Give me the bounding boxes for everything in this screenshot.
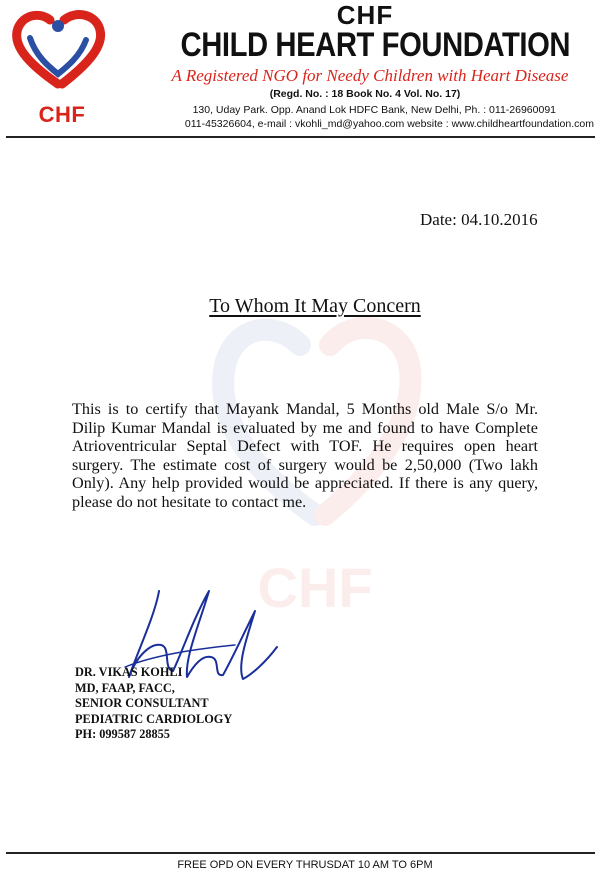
watermark-text: CHF	[257, 556, 373, 619]
signatory-phone: PH: 099587 28855	[75, 727, 170, 742]
signatory-block	[75, 665, 335, 743]
org-tagline: A Registered NGO for Needy Children with Heart Disease	[171, 66, 569, 85]
signatory-name: DR. VIKAS KOHLI	[75, 665, 183, 679]
header-divider	[6, 136, 595, 138]
org-registration: (Regd. No. : 18 Book No. 4 Vol. No. 17)	[269, 88, 461, 100]
org-address-line-2: 011-45326604, e-mail : vkohli_md@yahoo.com website : www.childheartfoundation.com	[184, 118, 594, 130]
signatory-position: SENIOR CONSULTANT	[75, 696, 209, 711]
signatory-department: PEDIATRIC CARDIOLOGY	[75, 711, 233, 726]
chf-logo	[6, 4, 110, 134]
heart-logo-icon	[6, 4, 110, 104]
footer-divider	[6, 852, 595, 854]
footer-note: FREE OPD ON EVERY THRUSDAT 10 AM TO 6PM	[177, 859, 433, 871]
letter-body: This is to certify that Mayank Mandal, 5 Months old Male S/o Mr. Dilip Kumar Mandal is evaluated by me and found to have Complete Atrioventricular Septal Defect with TOF. He requires open heart surgery. The estimate cost of surgery would be 2,50,000 (Two lakh Only). Any help provided would be appreciated. If there is any query, please do not hesitate to contact me.	[72, 400, 538, 511]
org-abbreviation: CHF	[336, 0, 394, 30]
org-name: CHILD HEART FOUNDATION	[180, 26, 571, 64]
signatory-qualifications: MD, FAAP, FACC,	[75, 680, 175, 695]
logo-text: CHF	[38, 102, 86, 127]
letter-heading: To Whom It May Concern	[209, 295, 421, 317]
org-address-line-1: 130, Uday Park. Opp. Anand Lok HDFC Bank, New Delhi, Ph. : 011-26960091	[192, 104, 556, 116]
letter-date: Date: 04.10.2016	[420, 210, 538, 229]
